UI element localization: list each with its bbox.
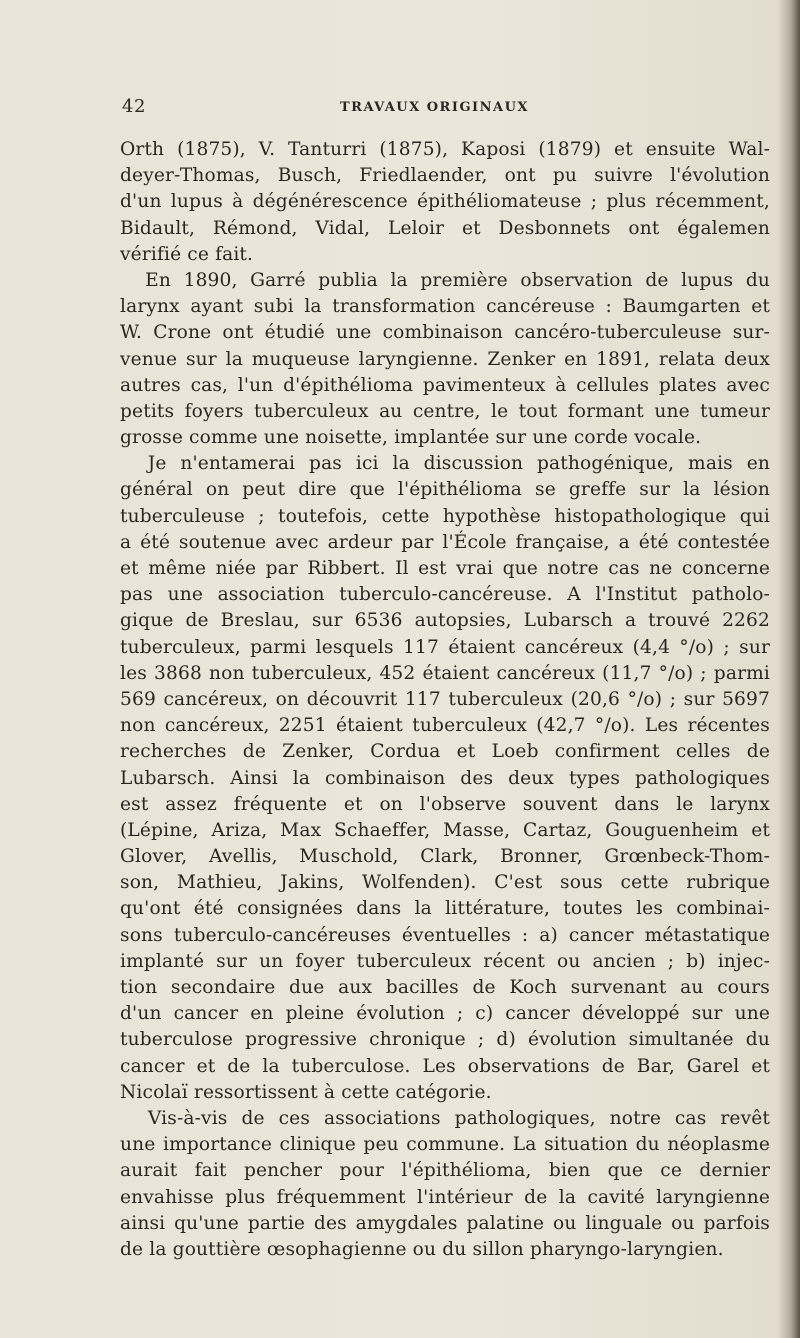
text-line: 569 cancéreux, on découvrit 117 tuberculeux (20,6 °/o) ; sur 5697	[120, 688, 770, 710]
text-line: Vis-à-vis de ces associations pathologiques, notre cas revêt	[120, 1107, 770, 1129]
text-line: tuberculeux, parmi lesquels 117 étaient cancéreux (4,4 °/o) ; sur	[120, 636, 770, 658]
text-line: recherches de Zenker, Cordua et Loeb confirment celles de	[120, 741, 770, 763]
text-line: de la gouttière œsophagienne ou du sillon pharyngo-laryngien.	[120, 1238, 724, 1260]
text-line: d'un lupus à dégénérescence épithéliomateuse ; plus récemment,	[120, 191, 770, 213]
text-line: gique de Breslau, sur 6536 autopsies, Lubarsch a trouvé 2262	[120, 610, 770, 632]
text-line: ainsi qu'une partie des amygdales palatine ou linguale ou parfois	[120, 1212, 770, 1234]
text-line: deyer-Thomas, Busch, Friedlaender, ont pu suivre l'évolution	[120, 165, 770, 187]
text-line: et même niée par Ribbert. Il est vrai que notre cas ne concerne	[120, 558, 770, 579]
text-line: En 1890, Garré publia la première observation de lupus du	[120, 269, 770, 291]
page-edge-shadow	[778, 0, 800, 1338]
text-line: larynx ayant subi la transformation cancéreuse : Baumgarten et	[120, 296, 770, 318]
page-number: 42	[122, 96, 146, 117]
text-line: d'un cancer en pleine évolution ; c) cancer développé sur une	[120, 1003, 770, 1025]
text-line: les 3868 non tuberculeux, 452 étaient cancéreux (11,7 °/o) ; parmi	[120, 662, 770, 684]
text-line: Je n'entamerai pas ici la discussion pathogénique, mais en	[120, 453, 770, 475]
text-line: Lubarsch. Ainsi la combinaison des deux types pathologiques	[120, 767, 770, 789]
text-line: (Lépine, Ariza, Max Schaeffer, Masse, Cartaz, Gouguenheim et	[120, 819, 770, 841]
text-line: qu'ont été consignées dans la littérature, toutes les combinai-	[120, 898, 770, 920]
text-line: son, Mathieu, Jakins, Wolfenden). C'est sous cette rubrique	[120, 872, 770, 894]
text-line: sons tuberculo-cancéreuses éventuelles : a) cancer métastatique	[120, 924, 770, 946]
text-line: Glover, Avellis, Muschold, Clark, Bronner, Grœnbeck-Thom-	[120, 846, 770, 868]
text-line: aurait fait pencher pour l'épithélioma, bien que ce dernier	[120, 1160, 770, 1182]
text-line: général on peut dire que l'épithélioma se greffe sur la lésion	[120, 479, 770, 501]
text-line: Orth (1875), V. Tanturri (1875), Kaposi (1879) et ensuite Wal-	[120, 139, 770, 160]
text-line: grosse comme une noisette, implantée sur une corde vocale.	[120, 427, 702, 449]
text-line: une importance clinique peu commune. La situation du néoplasme	[120, 1134, 770, 1156]
text-line: vérifié ce fait.	[120, 243, 254, 265]
text-line: tuberculeuse ; toutefois, cette hypothèse histopathologique qui	[120, 505, 770, 527]
text-line: Bidault, Rémond, Vidal, Leloir et Desbonnets ont égalemen	[120, 217, 770, 239]
body-text	[120, 137, 770, 1263]
text-line: a été soutenue avec ardeur par l'École française, a été contestée	[120, 531, 770, 553]
text-line: non cancéreux, 2251 étaient tuberculeux (42,7 °/o). Les récentes	[120, 715, 770, 737]
text-line: Nicolaï ressortissent à cette catégorie.	[120, 1081, 492, 1103]
running-title: TRAVAUX ORIGINAUX	[340, 100, 530, 115]
text-line: envahisse plus fréquemment l'intérieur de la cavité laryngienne	[120, 1186, 770, 1208]
text-line: implanté sur un foyer tuberculeux récent ou ancien ; b) injec-	[120, 950, 770, 972]
text-line: autres cas, l'un d'épithélioma pavimenteux à cellules plates avec	[120, 374, 770, 396]
text-line: W. Crone ont étudié une combinaison cancéro-tuberculeuse sur-	[120, 322, 770, 344]
text-line: venue sur la muqueuse laryngienne. Zenker en 1891, relata deux	[120, 348, 770, 370]
text-line: tion secondaire due aux bacilles de Koch survenant au cours	[120, 977, 770, 998]
text-line: est assez fréquente et on l'observe souvent dans le larynx	[120, 793, 770, 815]
text-line: pas une association tuberculo-cancéreuse. A l'Institut patholo-	[120, 584, 770, 606]
text-line: cancer et de la tuberculose. Les observations de Bar, Garel et	[120, 1055, 770, 1077]
text-line: tuberculose progressive chronique ; d) évolution simultanée du	[120, 1029, 770, 1051]
text-line: petits foyers tuberculeux au centre, le tout formant une tumeur	[120, 400, 770, 422]
